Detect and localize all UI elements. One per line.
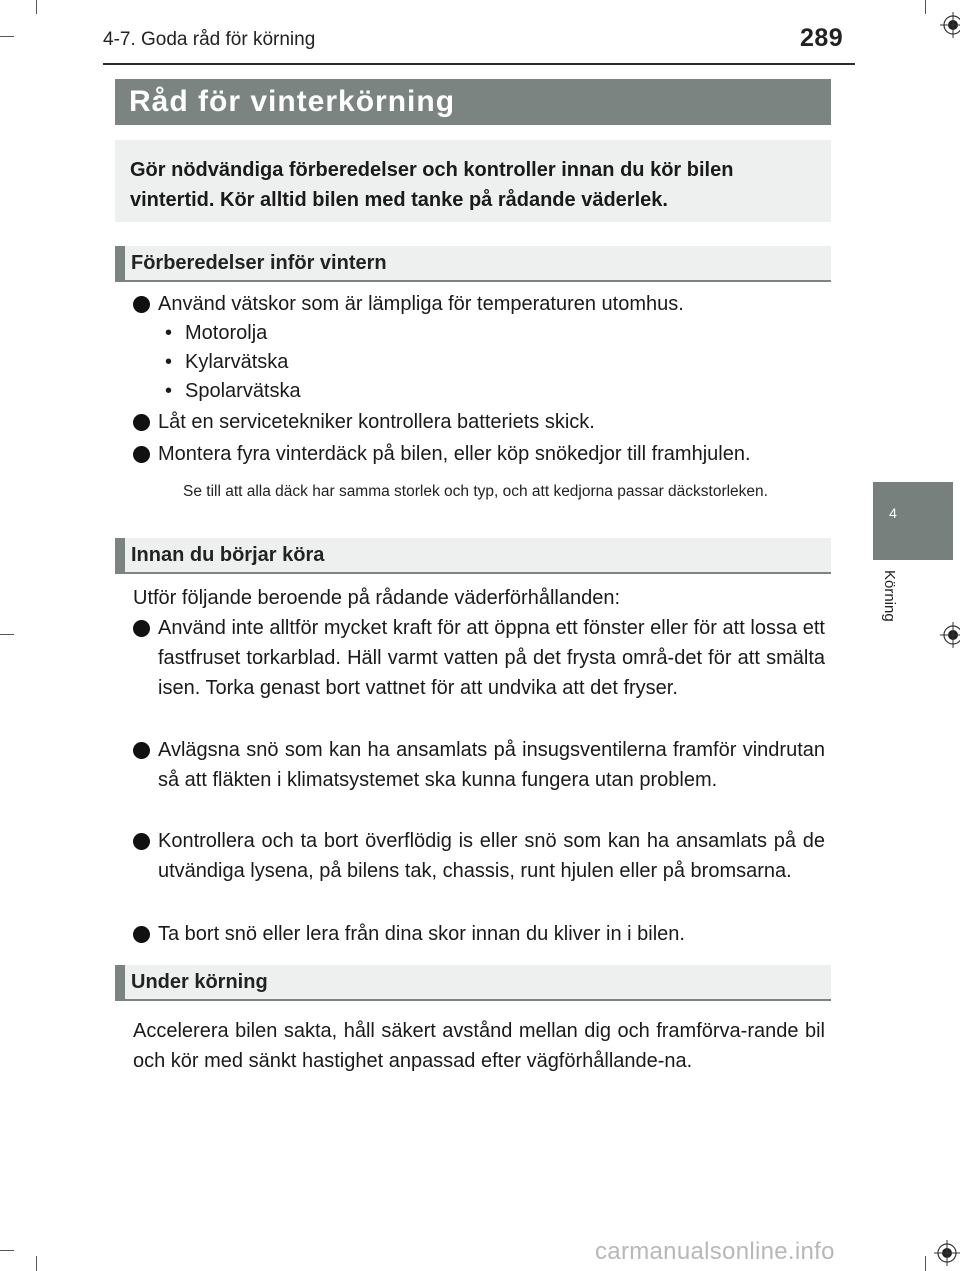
section-body: Accelerera bilen sakta, håll säkert avstånd mellan dig och framförva-rande bil och kör med sänkt hastighet anpassad efter vägförhållande-na.: [133, 1020, 825, 1072]
header-rule: [103, 63, 855, 65]
list-item: Montera fyra vinterdäck på bilen, eller köp snökedjor till framhjulen.: [133, 439, 825, 469]
registration-mark-icon: [934, 1240, 960, 1266]
section-heading: Under körning: [115, 965, 831, 1001]
bullet-icon: [133, 833, 150, 850]
list-item: Låt en servicetekniker kontrollera batteriets skick.: [133, 407, 825, 437]
note-text: Se till att alla däck har samma storlek och typ, och att kedjorna passar däckstorleken.: [183, 483, 768, 500]
chapter-label: Körning: [881, 570, 898, 622]
section-heading: Förberedelser inför vintern: [115, 246, 831, 282]
list-item: Använd inte alltför mycket kraft för att öppna ett fönster eller för att lossa ett fastfruset torkarblad. Häll varmt vatten på det frysta områ-det för att smälta isen. Torka genast bort vattnet för att undvika att det fryser.: [133, 613, 825, 703]
crop-mark: [0, 36, 14, 37]
section-lead: Utför följande beroende på rådande väderförhållanden:: [133, 587, 621, 609]
watermark: carmanualsonline.info: [595, 1238, 835, 1265]
sub-list-item: • Kylarvätska: [165, 351, 289, 373]
bullet-icon: [133, 620, 150, 637]
crop-mark: [0, 1250, 14, 1251]
chapter-tab: [873, 482, 953, 560]
page-number: 289: [800, 24, 844, 52]
bullet-icon: [133, 742, 150, 759]
crop-mark: [36, 0, 37, 14]
chapter-number: 4: [889, 505, 897, 521]
registration-mark-icon: [940, 622, 960, 648]
sub-list-item: • Motorolja: [165, 322, 268, 344]
page-title: Råd för vinterkörning: [115, 79, 831, 125]
bullet-icon: [133, 414, 150, 431]
bullet-icon: [133, 446, 150, 463]
list-item: Avlägsna snö som kan ha ansamlats på insugsventilerna framför vindrutan så att fläkten i klimatsystemet ska kunna fungera utan problem.: [133, 735, 825, 795]
intro-text: Gör nödvändiga förberedelser och kontroller innan du kör bilen vintertid. Kör alltid bilen med tanke på rådande väderlek.: [130, 159, 734, 211]
registration-mark-icon: [940, 12, 960, 38]
list-item: Ta bort snö eller lera från dina skor innan du kliver in i bilen.: [133, 919, 825, 949]
section-heading: Innan du börjar köra: [115, 538, 831, 574]
crop-mark: [36, 1256, 37, 1271]
bullet-icon: [133, 296, 150, 313]
crop-mark: [0, 634, 14, 635]
running-header: 4-7. Goda råd för körning: [103, 29, 316, 50]
list-item: Använd vätskor som är lämpliga för temperaturen utomhus.: [133, 289, 825, 319]
crop-mark: [925, 1256, 926, 1271]
list-item: Kontrollera och ta bort överflödig is eller snö som kan ha ansamlats på de utvändiga lysena, på bilens tak, chassis, runt hjulen eller på bromsarna.: [133, 826, 825, 886]
bullet-icon: [133, 926, 150, 943]
intro-box: [115, 140, 831, 222]
crop-mark: [925, 0, 926, 14]
sub-list-item: • Spolarvätska: [165, 380, 301, 402]
